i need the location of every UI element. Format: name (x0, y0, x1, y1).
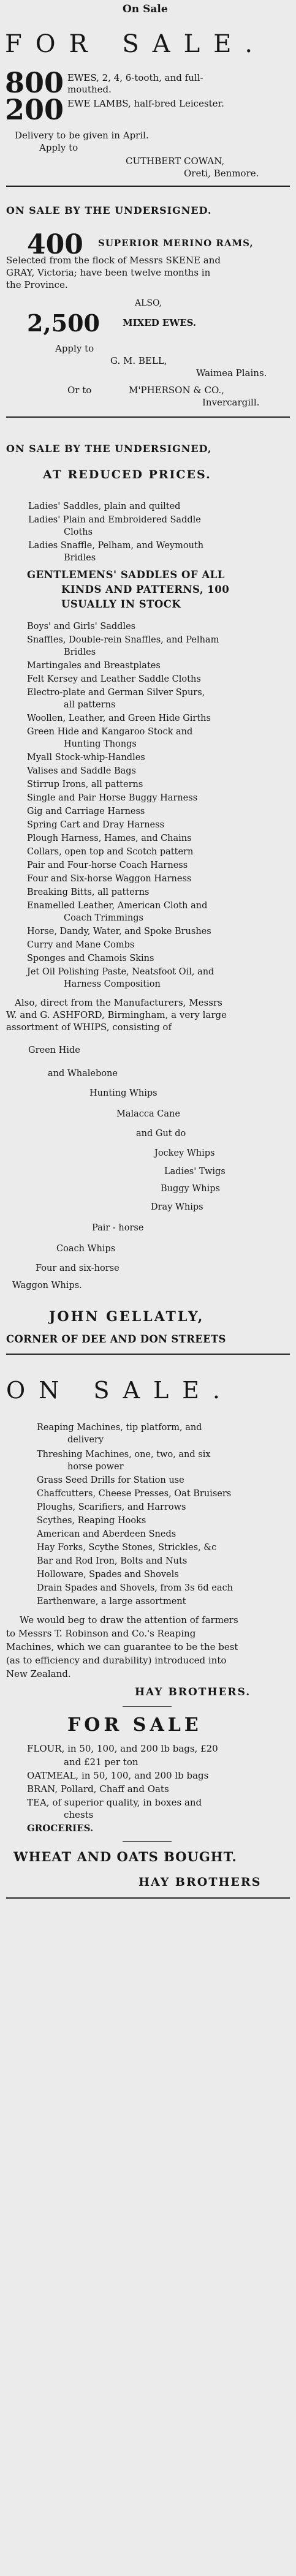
ad3-item: Four and Six-horse Waggon Harness (27, 874, 192, 884)
ad3-also-3: assortment of WHIPS, consisting of (6, 1022, 172, 1033)
ad3-whip: Buggy Whips (161, 1184, 220, 1194)
ad2-also: ALSO, (135, 298, 162, 308)
ad3-item: all patterns (64, 700, 116, 710)
ad1-title: FOR SALE. (5, 30, 267, 58)
ad3-header2: AT REDUCED PRICES. (43, 468, 211, 481)
ad4-note-2: to Messrs T. Robinson and Co.'s Reaping (6, 1628, 196, 1639)
ad3-item: Bridles (64, 553, 96, 563)
ad3-item: Boys' and Girls' Saddles (27, 622, 136, 631)
ad3-whip: Coach Whips (56, 1244, 116, 1254)
ad3-whip: Jockey Whips (154, 1148, 215, 1158)
ad4-note-4: (as to efficiency and durability) introduced into (6, 1655, 227, 1666)
ad2-line4: the Province. (6, 279, 68, 290)
ad2-name: G. M. BELL, (110, 355, 167, 366)
ad3-item: Sponges and Chamois Skins (27, 954, 154, 963)
ad4-item: Ploughs, Scarifiers, and Harrows (37, 1502, 186, 1512)
ad3-header: ON SALE BY THE UNDERSIGNED, (6, 443, 212, 454)
ad3-item: Horse, Dandy, Water, and Spoke Brushes (27, 927, 211, 936)
ad3-whip: Dray Whips (151, 1202, 203, 1212)
ad3-item: Electro-plate and German Silver Spurs, (27, 688, 205, 698)
ad3-item: Single and Pair Horse Buggy Harness (27, 793, 198, 803)
ad3-item: Collars, open top and Scotch pattern (27, 847, 194, 857)
ad2-line1: SUPERIOR MERINO RAMS, (98, 238, 254, 249)
ad4-item: Earthenware, a large assortment (37, 1597, 186, 1606)
divider (6, 1354, 290, 1355)
ad3-item: Myall Stock-whip-Handles (27, 753, 145, 763)
ad2-apply: Apply to (55, 343, 94, 354)
ad4-note-5: New Zealand. (6, 1668, 71, 1679)
ad1-line1: EWES, 2, 4, 6-tooth, and full- (67, 72, 203, 83)
ad4-header: ON SALE. (6, 1377, 234, 1404)
ad3-whip: Hunting Whips (89, 1088, 157, 1098)
ad2-name2: M'PHERSON & CO., (129, 385, 224, 396)
ad3-item: Pair and Four-horse Coach Harness (27, 861, 188, 870)
ad4-item: horse power (67, 1462, 124, 1472)
ad5-line: OATMEAL, in 50, 100, and 200 lb bags (27, 1770, 209, 1781)
ad6-header: WHEAT AND OATS BOUGHT. (13, 1849, 237, 1864)
ad3-whip: Four and six-horse (36, 1264, 120, 1273)
ad3-gents-3: USUALLY IN STOCK (61, 598, 181, 610)
ad3-item: Stirrup Irons, all patterns (27, 780, 143, 789)
ad5-line: TEA, of superior quality, in boxes and (27, 1797, 202, 1808)
ad3-item: Bridles (64, 647, 96, 657)
ad4-item: delivery (67, 1435, 104, 1445)
ad5-line: chests (64, 1809, 94, 1820)
ad1-qty-1: 800 (5, 66, 64, 99)
ad4-signature: HAY BROTHERS. (135, 1686, 251, 1698)
ad4-note-3: Machines, which we can guarantee to be the best (6, 1641, 238, 1652)
ad3-item: Woollen, Leather, and Green Hide Girths (27, 714, 211, 723)
ad3-item: Curry and Mane Combs (27, 940, 135, 950)
ad3-item: Green Hide and Kangaroo Stock and (27, 727, 193, 737)
ad3-item: Ladies Snaffle, Pelham, and Weymouth (28, 541, 204, 551)
ad3-item: Gig and Carriage Harness (27, 807, 145, 816)
ad3-whip: Ladies' Twigs (164, 1167, 226, 1177)
ad3-whip: Waggon Whips. (12, 1281, 82, 1290)
ad4-item: American and Aberdeen Sneds (37, 1529, 176, 1539)
ad3-item: Felt Kersey and Leather Saddle Cloths (27, 674, 201, 684)
ad5-line: GROCERIES. (27, 1823, 94, 1834)
ad1-apply: Apply to (39, 142, 78, 153)
ad3-item: Coach Trimmings (64, 913, 143, 923)
ad3-item: Breaking Bitts, all patterns (27, 887, 150, 897)
ad4-item: Reaping Machines, tip platform, and (37, 1423, 202, 1433)
ad3-item: Martingales and Breastplates (27, 661, 161, 671)
ad5-line: FLOUR, in 50, 100, and 200 lb bags, £20 (27, 1743, 218, 1754)
ad2-place2: Invercargill. (202, 397, 260, 408)
ad3-item: Hunting Thongs (64, 739, 137, 749)
ad4-item: Bar and Rod Iron, Bolts and Nuts (37, 1556, 188, 1566)
ad3-item: Valises and Saddle Bags (27, 766, 137, 776)
ad2-place: Waimea Plains. (196, 367, 267, 378)
divider (6, 186, 290, 187)
divider (6, 1897, 290, 1899)
ad2-or-to: Or to (67, 385, 92, 396)
ad1-delivery: Delivery to be given in April. (15, 130, 149, 141)
ad5-line: BRAN, Pollard, Chaff and Oats (27, 1783, 169, 1795)
ad2-line5: MIXED EWES. (123, 317, 197, 328)
ad4-item: Threshing Machines, one, two, and six (37, 1450, 211, 1459)
ad2-line3: GRAY, Victoria; have been twelve months in (6, 267, 211, 278)
ad5-header: FOR SALE (67, 1714, 202, 1736)
ad3-also-2: W. and G. ASHFORD, Birmingham, a very large (6, 1009, 227, 1020)
ad6-signature: HAY BROTHERS (139, 1875, 262, 1889)
ad3-signature: JOHN GELLATLY, (49, 1309, 205, 1325)
ad3-whip: Pair - horse (92, 1223, 144, 1233)
ad3-also-1: Also, direct from the Manufacturers, Messrs (15, 997, 222, 1008)
ad3-item: Jet Oil Polishing Paste, Neatsfoot Oil, and (27, 967, 214, 977)
ad4-item: Drain Spades and Shovels, from 3s 6d each (37, 1583, 233, 1593)
ad1-line1-cont: mouthed. (67, 84, 112, 95)
ad3-whip: Green Hide (28, 1045, 80, 1055)
ad2-header: ON SALE BY THE UNDERSIGNED. (6, 205, 212, 216)
ad1-line2: EWE LAMBS, half-bred Leicester. (67, 98, 224, 109)
divider (123, 1841, 172, 1842)
ad4-item: Chaffcutters, Cheese Presses, Oat Bruisers (37, 1489, 232, 1499)
ad3-gents-1: GENTLEMENS' SADDLES OF ALL (27, 569, 225, 581)
ad4-note-1: We would beg to draw the attention of farmers (20, 1614, 238, 1625)
ad3-item: Cloths (64, 527, 93, 537)
ad2-qty-2: 2,500 (27, 309, 100, 337)
ad1-name: CUTHBERT COWAN, (126, 156, 225, 167)
ad3-item: Ladies' Plain and Embroidered Saddle (28, 515, 201, 525)
ad4-item: Grass Seed Drills for Station use (37, 1475, 184, 1485)
ad3-item: Spring Cart and Dray Harness (27, 820, 165, 830)
ad2-qty-1: 400 (27, 229, 83, 260)
ad3-item: Snaffles, Double-rein Snaffles, and Pelham (27, 635, 219, 645)
ad3-address: CORNER OF DEE AND DON STREETS (6, 1333, 226, 1345)
divider (123, 1706, 172, 1707)
ad5-line: and £21 per ton (64, 1757, 139, 1768)
ad4-item: Scythes, Reaping Hooks (37, 1516, 146, 1526)
divider (6, 416, 290, 418)
ad3-item: Enamelled Leather, American Cloth and (27, 901, 208, 911)
ad3-whip: Malacca Cane (116, 1109, 180, 1119)
ad3-item: Plough Harness, Hames, and Chains (27, 834, 192, 843)
ad4-item: Holloware, Spades and Shovels (37, 1570, 179, 1580)
ad1-qty-2: 200 (5, 93, 64, 126)
ad3-gents-2: KINDS AND PATTERNS, 100 (61, 584, 230, 595)
ad1-address: Oreti, Benmore. (184, 168, 259, 179)
ad2-line2: Selected from the flock of Messrs SKENE and (6, 255, 221, 266)
ad4-item: Hay Forks, Scythe Stones, Strickles, &c (37, 1543, 217, 1553)
ad3-item: Harness Composition (64, 979, 161, 989)
ad3-whip: and Whalebone (48, 1069, 118, 1079)
ad3-whip: and Gut do (136, 1129, 186, 1139)
ad1-header: On Sale (123, 3, 168, 15)
ad3-item: Ladies' Saddles, plain and quilted (28, 502, 181, 511)
